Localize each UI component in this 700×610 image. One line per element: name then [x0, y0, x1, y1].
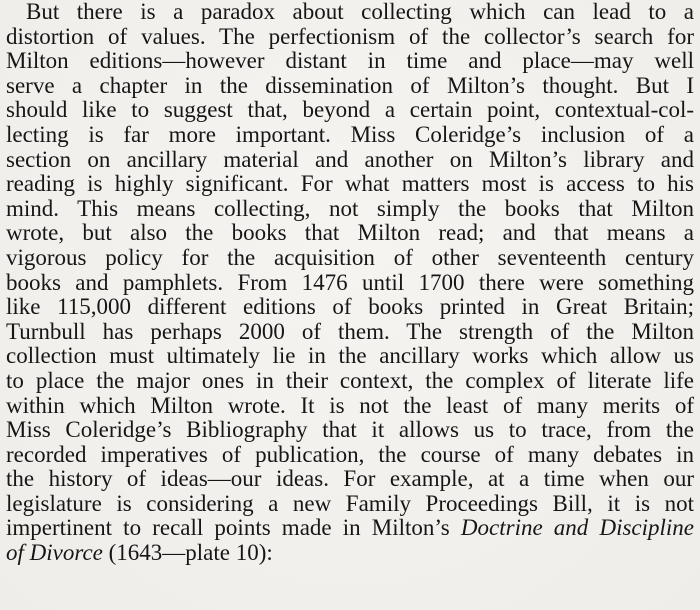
- book-title-italic: Doctrine and Discipline: [460, 515, 694, 541]
- text-line: recorded imperatives of publication, the course of many debates in: [6, 441, 694, 467]
- text-line: collection must ultimately lie in the ancillary works which allow us: [6, 343, 694, 369]
- line-text: (1643—plate 10):: [102, 540, 273, 566]
- book-title-italic: of Divorce: [6, 540, 103, 566]
- text-line: lecting is far more important. Miss Coleridge’s inclusion of a: [6, 121, 694, 147]
- text-line: like 115,000 different editions of books printed in Great Britain;: [6, 294, 694, 320]
- text-line: to place the major ones in their context, the complex of literate life: [6, 367, 694, 393]
- text-line: reading is highly significant. For what matters most is access to his: [6, 171, 694, 197]
- text-line: wrote, but also the books that Milton read; and that means a: [6, 220, 694, 246]
- text-line: But there is a paradox about collecting which can lead to a: [26, 0, 694, 24]
- text-line: vigorous policy for the acquisition of other seventeenth century: [6, 244, 694, 270]
- text-line: distortion of values. The perfectionism of the collector’s search for: [6, 23, 694, 49]
- text-line: Milton editions—however distant in time and place—may well: [6, 48, 694, 74]
- text-line: the history of ideas—our ideas. For example, at a time when our: [6, 466, 694, 492]
- text-line: books and pamphlets. From 1476 until 1700 there were something: [6, 269, 694, 295]
- text-line: [6, 516, 694, 541]
- text-line: section on ancillary material and another on Milton’s library and: [6, 146, 694, 172]
- body-paragraph: [6, 0, 694, 566]
- text-line: mind. This means collecting, not simply the books that Milton: [6, 195, 694, 221]
- line-text: impertinent to recall points made in Milton’s: [6, 515, 461, 541]
- text-line: should like to suggest that, beyond a certain point, contextual-col-: [6, 97, 694, 123]
- text-line: [6, 541, 694, 566]
- text-line: serve a chapter in the dissemination of Milton’s thought. But I: [6, 72, 694, 98]
- text-line: legislature is considering a new Family Proceedings Bill, it is not: [6, 490, 694, 516]
- text-line: Turnbull has perhaps 2000 of them. The strength of the Milton: [6, 318, 694, 344]
- text-line: within which Milton wrote. It is not the least of many merits of: [6, 392, 694, 418]
- text-line: Miss Coleridge’s Bibliography that it allows us to trace, from the: [6, 417, 694, 443]
